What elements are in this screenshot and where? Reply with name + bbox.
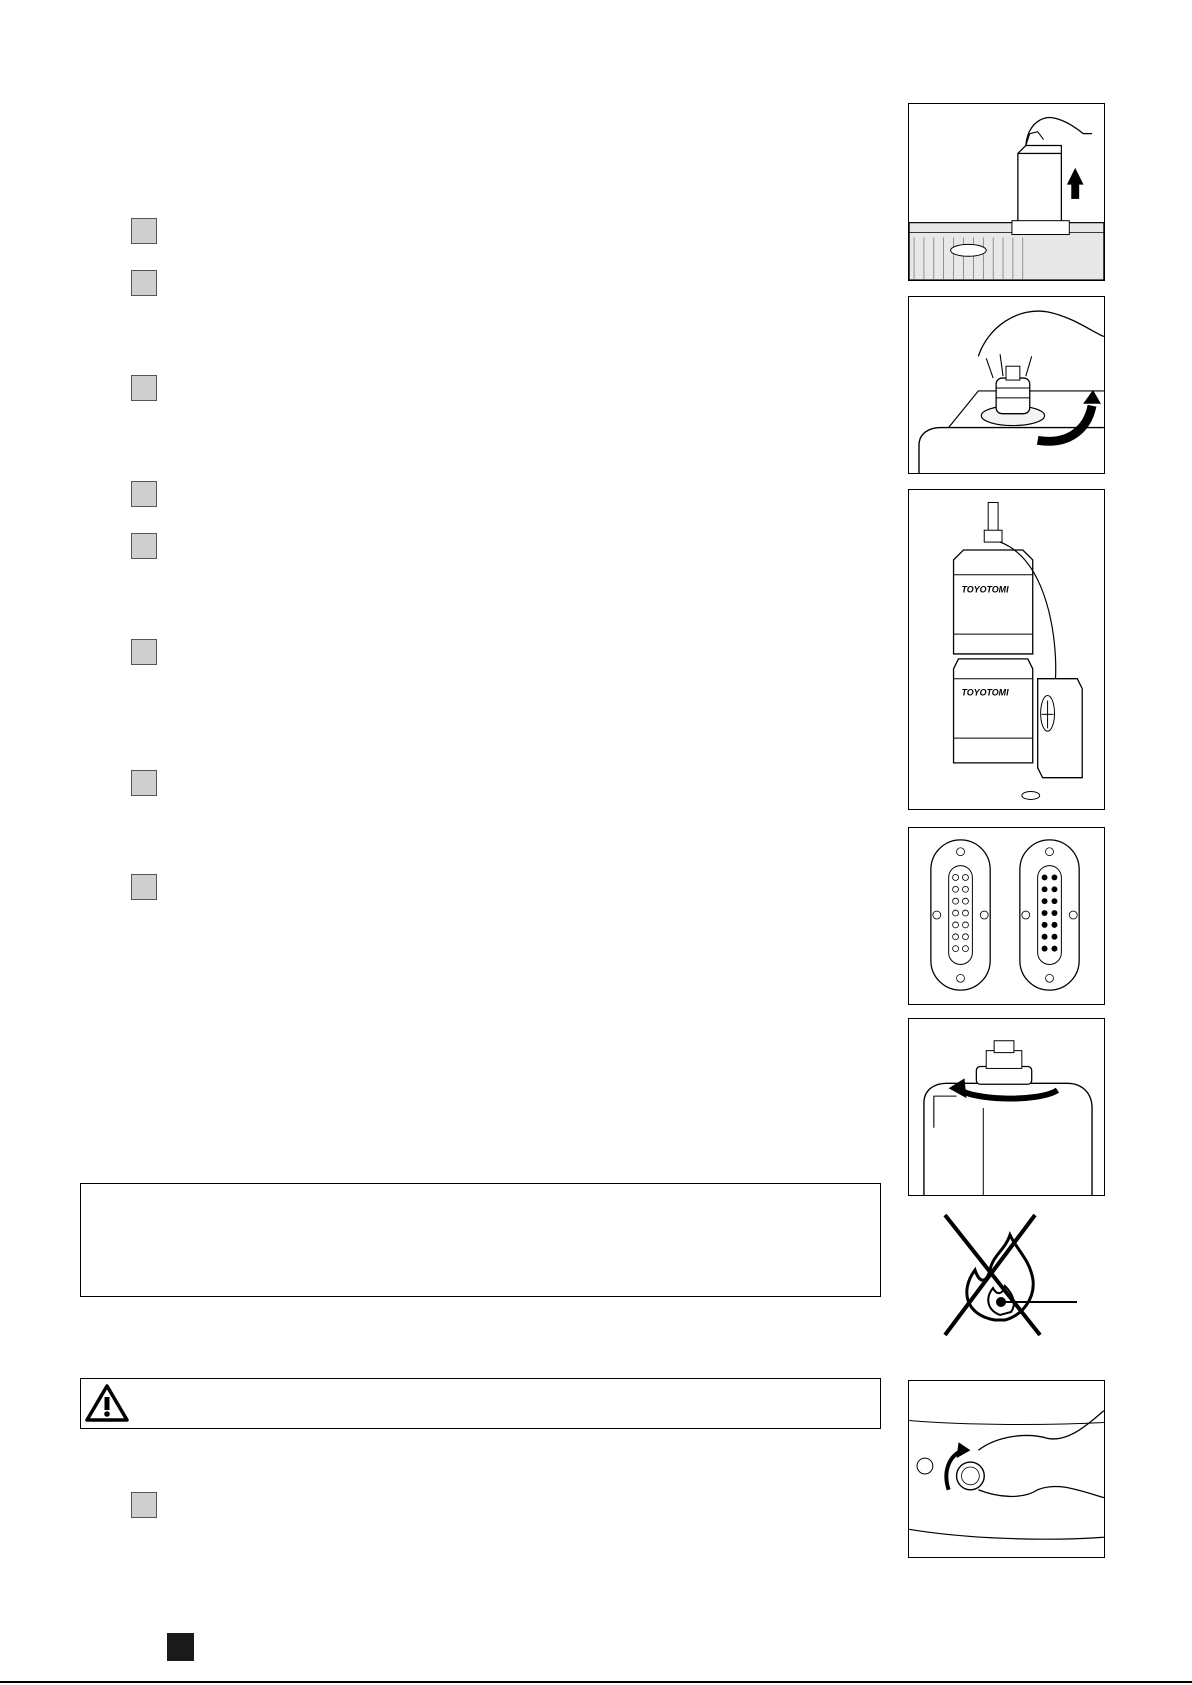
unscrew-cap-drawing [909, 297, 1104, 473]
step-number [132, 640, 156, 664]
step-number [132, 1493, 156, 1517]
fuel-gauge-drawing [909, 828, 1104, 1004]
step-number [132, 482, 156, 506]
step-number [132, 875, 156, 899]
page-marker [167, 1633, 194, 1661]
step-number [132, 376, 156, 400]
step-marker-9 [131, 1492, 157, 1518]
warning-box [80, 1378, 881, 1429]
illustration-remove-tank [908, 103, 1105, 281]
step-marker-3 [131, 375, 157, 401]
remove-tank-drawing [909, 104, 1104, 280]
step-number [132, 271, 156, 295]
illustration-unscrew-cap [908, 296, 1105, 474]
step-marker-6 [131, 639, 157, 665]
step-marker-8 [131, 874, 157, 900]
bottle-brand-top: TOYOTOMI [961, 584, 1009, 595]
step-number [132, 219, 156, 243]
step-marker-1 [131, 218, 157, 244]
footer-rule [0, 1681, 1192, 1683]
step-number [132, 534, 156, 558]
step-marker-2 [131, 270, 157, 296]
turn-knob-drawing [909, 1381, 1104, 1557]
step-marker-7 [131, 770, 157, 796]
warning-triangle-icon [85, 1383, 129, 1423]
illustration-turn-knob [908, 1380, 1105, 1558]
bottle-brand-bottom: TOYOTOMI [961, 687, 1009, 698]
step-marker-5 [131, 533, 157, 559]
step-number [132, 771, 156, 795]
illustration-tighten-cap [908, 1018, 1105, 1196]
tighten-cap-drawing [909, 1019, 1104, 1195]
illustration-fuel-gauge [908, 827, 1105, 1005]
notice-box [80, 1183, 881, 1297]
step-marker-4 [131, 481, 157, 507]
refill-pump-drawing [909, 490, 1104, 809]
no-open-flame-icon [935, 1210, 1085, 1340]
illustration-refill-pump [908, 489, 1105, 810]
